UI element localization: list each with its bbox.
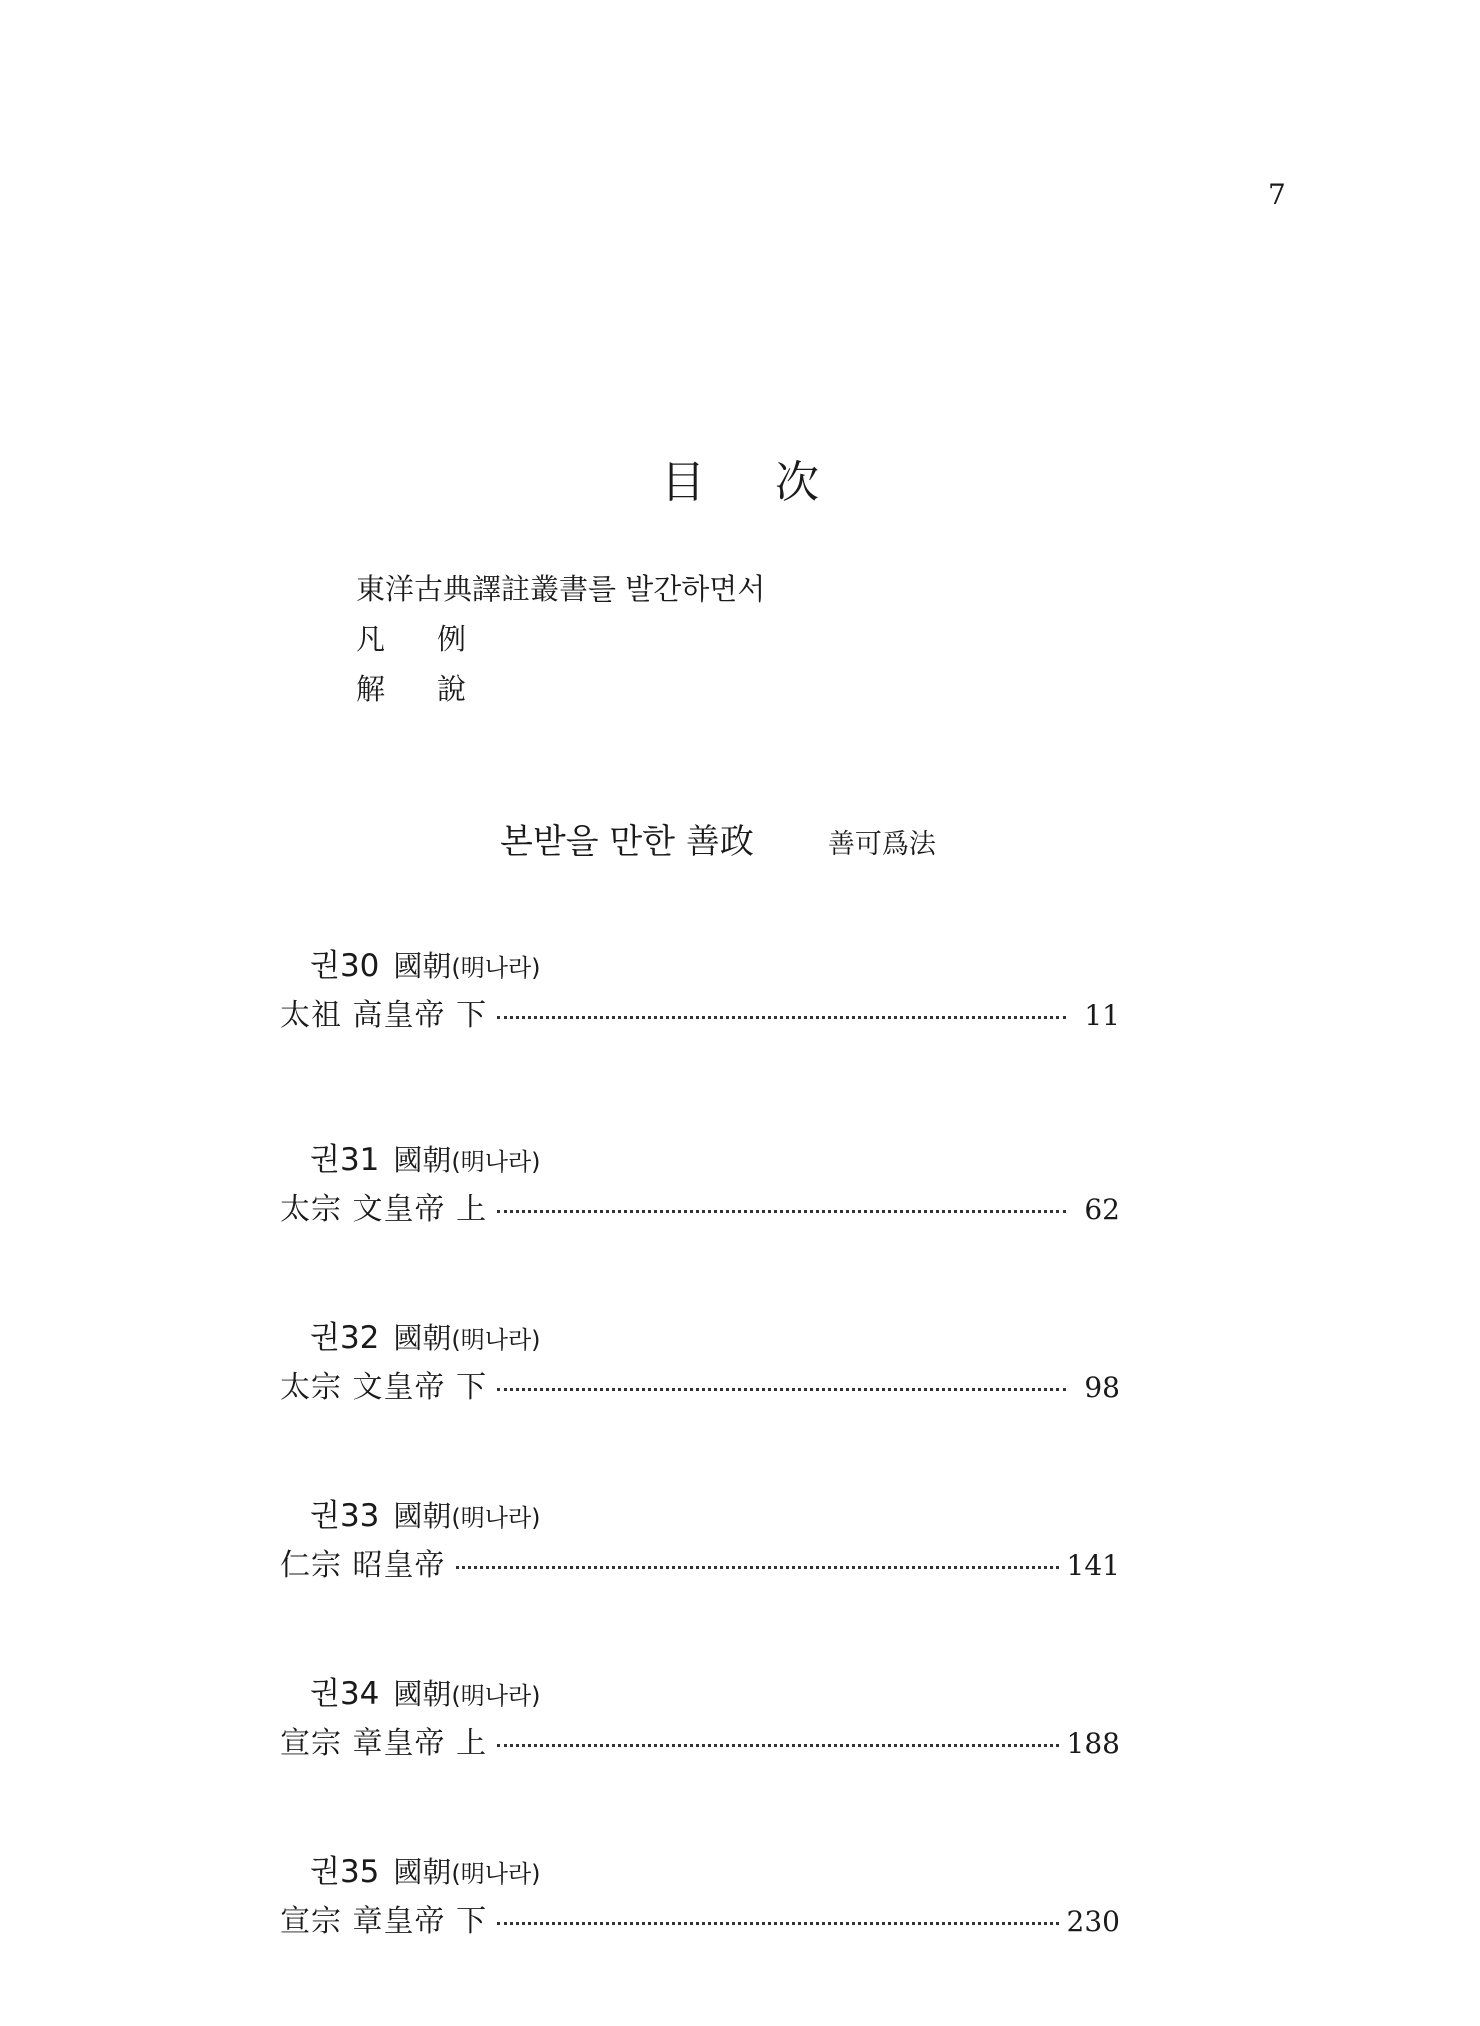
dynasty-name: 國朝: [393, 949, 452, 983]
chapter-link[interactable]: [280, 1896, 1120, 1948]
volume-heading: [280, 942, 1120, 990]
dot-leader: [497, 1016, 1066, 1019]
dynasty-name: 國朝: [393, 1855, 452, 1889]
volume-number: 권34: [310, 1676, 380, 1712]
page-ref: 230: [1066, 1905, 1120, 1938]
dynasty-name: 國朝: [393, 1321, 452, 1355]
section-heading: [500, 814, 936, 863]
volume-number: 권30: [310, 948, 380, 984]
chapter-title: 仁宗 昭皇帝: [280, 1548, 446, 1583]
dynasty-name: 國朝: [393, 1677, 452, 1711]
dynasty-note: (明나라): [451, 1682, 541, 1710]
volume-number: 권31: [310, 1142, 380, 1178]
chapter-title: 太宗 文皇帝 上: [280, 1192, 488, 1227]
front-matter-item-commentary[interactable]: 解說: [356, 672, 519, 706]
page-ref: 11: [1084, 999, 1120, 1032]
toc-entry: [280, 1492, 1120, 1592]
page-number: 7: [1268, 178, 1286, 211]
chapter-title: 宣宗 章皇帝 上: [280, 1726, 488, 1761]
dynasty-note: (明나라): [451, 1148, 541, 1176]
dynasty-note: (明나라): [451, 1504, 541, 1532]
volume-number: 권32: [310, 1320, 380, 1356]
volume-heading: [280, 1136, 1120, 1184]
volume-heading: [280, 1492, 1120, 1540]
page-ref: 141: [1066, 1549, 1120, 1582]
chapter-title: 太祖 高皇帝 下: [280, 998, 488, 1033]
chapter-title: 宣宗 章皇帝 下: [280, 1904, 488, 1939]
toc-list: [280, 942, 1120, 2026]
volume-heading: [280, 1848, 1120, 1896]
toc-entry: [280, 1314, 1120, 1414]
front-matter-item-preface[interactable]: 東洋古典譯註叢書를 발간하면서: [356, 572, 766, 606]
volume-number: 권33: [310, 1498, 380, 1534]
dynasty-name: 國朝: [393, 1143, 452, 1177]
page-title: 目 次: [661, 457, 847, 508]
toc-entry: [280, 942, 1120, 1042]
toc-entry: [280, 1136, 1120, 1236]
section-title: 본받을 만한 善政: [500, 822, 754, 862]
chapter-link[interactable]: [280, 1718, 1120, 1770]
dot-leader: [456, 1566, 1059, 1569]
toc-entry: [280, 1670, 1120, 1770]
chapter-link[interactable]: [280, 990, 1120, 1042]
front-matter-list: [356, 564, 765, 714]
chapter-link[interactable]: [280, 1184, 1120, 1236]
section-subtitle: 善可爲法: [827, 829, 936, 860]
page-ref: 62: [1084, 1193, 1120, 1226]
volume-number: 권35: [310, 1854, 380, 1890]
chapter-link[interactable]: [280, 1362, 1120, 1414]
chapter-link[interactable]: [280, 1540, 1120, 1592]
page-ref: 98: [1084, 1371, 1120, 1404]
dynasty-note: (明나라): [451, 954, 541, 982]
dynasty-note: (明나라): [451, 1860, 541, 1888]
dot-leader: [497, 1922, 1058, 1925]
dot-leader: [497, 1388, 1066, 1391]
dot-leader: [497, 1744, 1058, 1747]
volume-heading: [280, 1314, 1120, 1362]
front-matter-item-notes[interactable]: 凡例: [356, 622, 519, 656]
toc-entry: [280, 1848, 1120, 1948]
dynasty-note: (明나라): [451, 1326, 541, 1354]
page-ref: 188: [1066, 1727, 1120, 1760]
dynasty-name: 國朝: [393, 1499, 452, 1533]
volume-heading: [280, 1670, 1120, 1718]
dot-leader: [497, 1210, 1066, 1213]
chapter-title: 太宗 文皇帝 下: [280, 1370, 488, 1405]
